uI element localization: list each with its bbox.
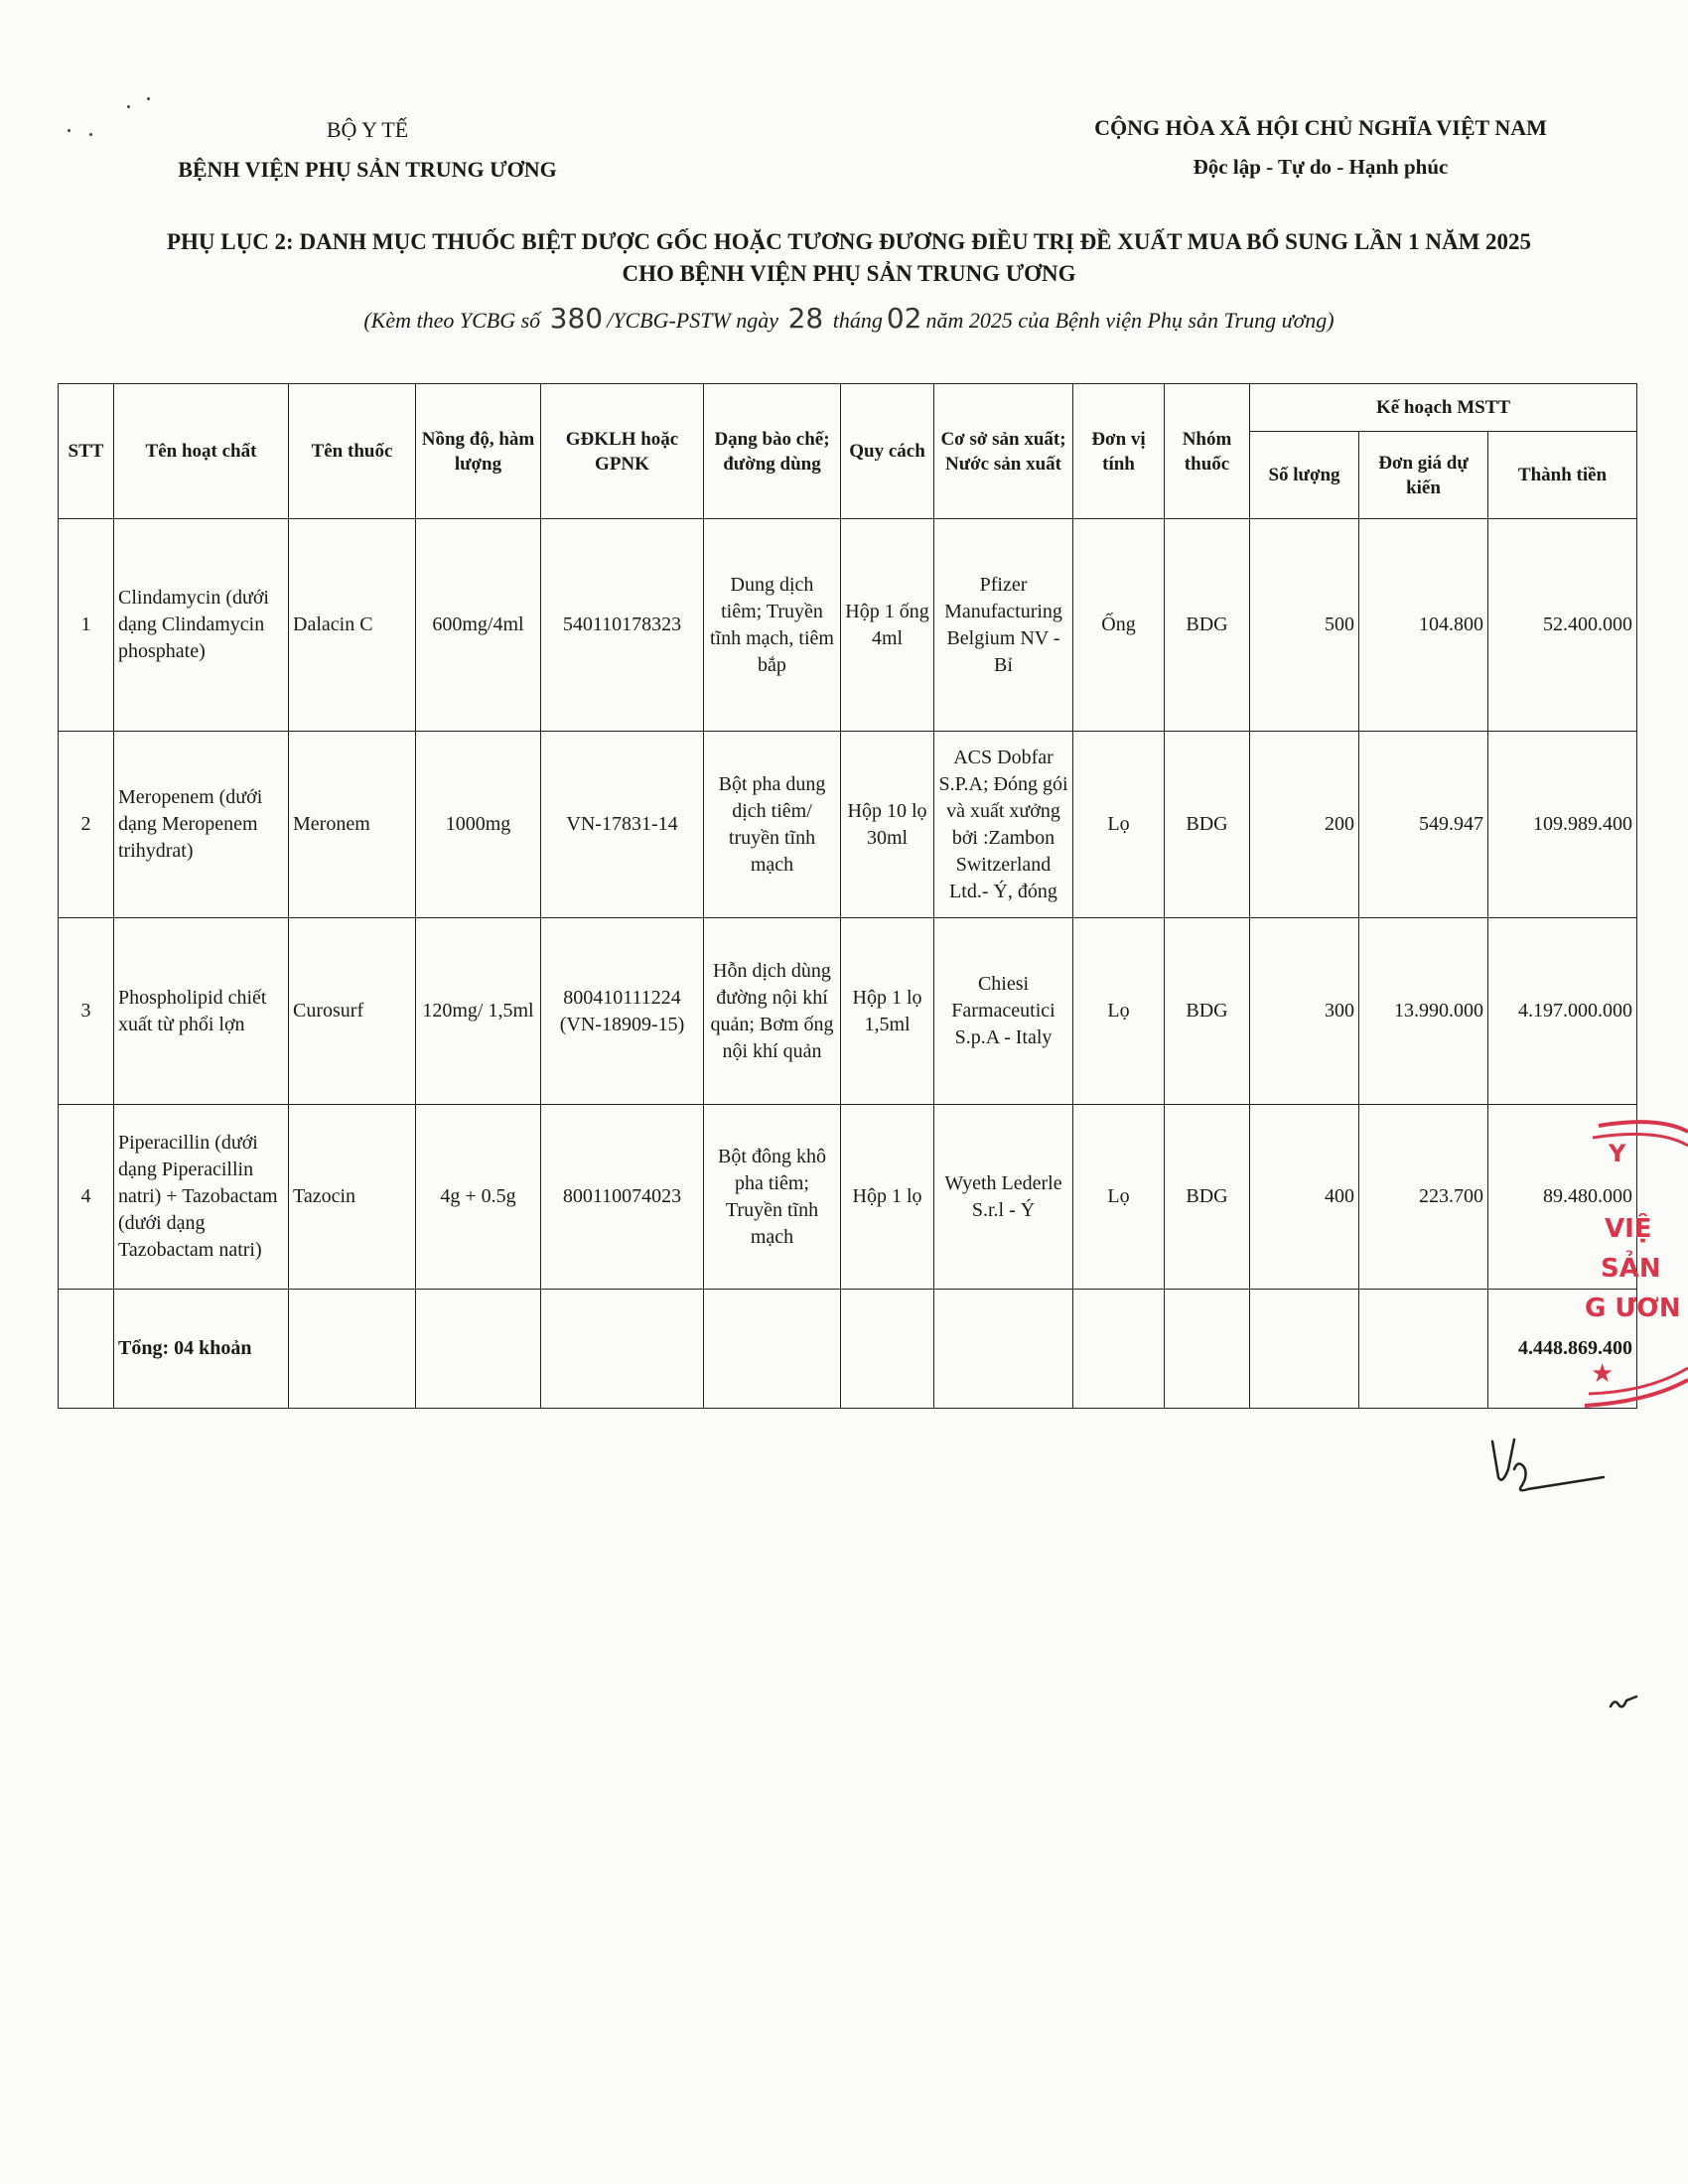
cell-qty: 400: [1250, 1105, 1359, 1290]
cell-maker: Chiesi Farmaceutici S.p.A - Italy: [934, 918, 1073, 1105]
col-packaging: Quy cách: [841, 384, 934, 519]
cell-qty: 200: [1250, 732, 1359, 918]
cell-amount: 89.480.000: [1488, 1105, 1637, 1290]
cell-price: 13.990.000: [1359, 918, 1488, 1105]
title-line-1: PHỤ LỤC 2: DANH MỤC THUỐC BIỆT DƯỢC GỐC HOẶC TƯƠNG ĐƯƠNG ĐIỀU TRỊ ĐỀ XUẤT MUA BỔ SUNG LẦN 1 NĂM 2025: [166, 229, 1532, 254]
issuer-block: [119, 117, 616, 183]
cell-drug: Tazocin: [289, 1105, 416, 1290]
cell-qty: 500: [1250, 519, 1359, 732]
ministry-name: BỘ Y TẾ: [326, 117, 409, 142]
col-active-ingredient: Tên hoạt chất: [114, 384, 289, 519]
seal-ring-top-inner: [1593, 1134, 1688, 1146]
cell-pack: Hộp 1 lọ: [841, 1105, 934, 1290]
cell-drug: Dalacin C: [289, 519, 416, 732]
scan-speck: [68, 129, 70, 132]
national-heading: [1003, 115, 1638, 180]
cell-form: Bột đông khô pha tiêm; Truyền tĩnh mạch: [704, 1105, 841, 1290]
cell-form: Hỗn dịch dùng đường nội khí quản; Bơm ống nội khí quản: [704, 918, 841, 1105]
document-subtitle: [60, 302, 1638, 335]
col-strength: Nồng độ, hàm lượng: [416, 384, 541, 519]
subtitle-part-2: /YCBG-PSTW ngày: [607, 308, 779, 333]
cell-pack: Hộp 1 ống 4ml: [841, 519, 934, 732]
cell-active: Piperacillin (dưới dạng Piperacillin natri) + Tazobactam (dưới dạng Tazobactam natri): [114, 1105, 289, 1290]
handwritten-month: 02: [886, 302, 922, 335]
cell-pack: Hộp 1 lọ 1,5ml: [841, 918, 934, 1105]
cell-pack: Hộp 10 lọ 30ml: [841, 732, 934, 918]
cell-stt: 2: [59, 732, 114, 918]
seal-star-icon: ★: [1591, 1359, 1615, 1389]
cell-active: Meropenem (dưới dạng Meropenem trihydrat): [114, 732, 289, 918]
title-line-2: CHO BỆNH VIỆN PHỤ SẢN TRUNG ƯƠNG: [622, 261, 1076, 286]
cell-form: Bột pha dung dịch tiêm/ truyền tĩnh mạch: [704, 732, 841, 918]
cell-empty: [289, 1290, 416, 1409]
col-group: Nhóm thuốc: [1165, 384, 1250, 519]
subtitle-part-4: năm 2025 của Bệnh viện Phụ sản Trung ương): [925, 308, 1335, 333]
table-row: [59, 732, 1637, 918]
cell-drug: Meronem: [289, 732, 416, 918]
seal-ring-top: [1599, 1122, 1688, 1132]
cell-strength: 600mg/4ml: [416, 519, 541, 732]
pen-mark: [1609, 1693, 1638, 1712]
red-seal-stamp: [1579, 1112, 1688, 1410]
total-amount: 4.448.869.400: [1488, 1290, 1637, 1409]
cell-empty: [541, 1290, 704, 1409]
cell-empty: [59, 1290, 114, 1409]
table-row: [59, 519, 1637, 732]
seal-text-4: G ƯƠN: [1585, 1294, 1681, 1323]
table-row: [59, 1105, 1637, 1290]
cell-empty: [1359, 1290, 1488, 1409]
cell-active: Phospholipid chiết xuất từ phổi lợn: [114, 918, 289, 1105]
document-title: [60, 226, 1638, 290]
cell-group: BDG: [1165, 1105, 1250, 1290]
subtitle-part-1: (Kèm theo YCBG số: [363, 308, 541, 333]
scan-speck: [127, 105, 130, 108]
cell-maker: Wyeth Lederle S.r.l - Ý: [934, 1105, 1073, 1290]
cell-empty: [841, 1290, 934, 1409]
col-amount: Thành tiền: [1488, 432, 1637, 519]
hospital-name: BỆNH VIỆN PHỤ SẢN TRUNG ƯƠNG: [178, 157, 557, 182]
total-label: Tổng: 04 khoản: [114, 1290, 289, 1409]
col-registration: GĐKLH hoặc GPNK: [541, 384, 704, 519]
handwritten-day: 28: [787, 302, 824, 335]
table-row: [59, 918, 1637, 1105]
total-row: [59, 1290, 1637, 1409]
cell-unit: Lọ: [1073, 918, 1165, 1105]
col-stt: STT: [59, 384, 114, 519]
cell-empty: [1073, 1290, 1165, 1409]
cell-drug: Curosurf: [289, 918, 416, 1105]
seal-text-1: Y: [1609, 1140, 1626, 1167]
cell-price: 223.700: [1359, 1105, 1488, 1290]
cell-empty: [1165, 1290, 1250, 1409]
seal-text-3: SẢN: [1601, 1254, 1661, 1284]
cell-maker: ACS Dobfar S.P.A; Đóng gói và xuất xưởng bởi :Zambon Switzerland Ltd.- Ý, đóng: [934, 732, 1073, 918]
col-quantity: Số lượng: [1250, 432, 1359, 519]
cell-strength: 4g + 0.5g: [416, 1105, 541, 1290]
header-row: [59, 384, 1637, 432]
cell-stt: 3: [59, 918, 114, 1105]
cell-form: Dung dịch tiêm; Truyền tĩnh mạch, tiêm bắp: [704, 519, 841, 732]
col-unit-price: Đơn giá dự kiến: [1359, 432, 1488, 519]
cell-group: BDG: [1165, 918, 1250, 1105]
cell-qty: 300: [1250, 918, 1359, 1105]
cell-empty: [416, 1290, 541, 1409]
cell-unit: Ống: [1073, 519, 1165, 732]
cell-group: BDG: [1165, 732, 1250, 918]
col-drug-name: Tên thuốc: [289, 384, 416, 519]
cell-price: 104.800: [1359, 519, 1488, 732]
cell-price: 549.947: [1359, 732, 1488, 918]
cell-strength: 120mg/ 1,5ml: [416, 918, 541, 1105]
cell-reg: 540110178323: [541, 519, 704, 732]
republic-name: CỘNG HÒA XÃ HỘI CHỦ NGHĨA VIỆT NAM: [1094, 115, 1547, 140]
subtitle-part-3: tháng: [832, 308, 883, 333]
cell-reg: VN-17831-14: [541, 732, 704, 918]
cell-amount: 4.197.000.000: [1488, 918, 1637, 1105]
cell-active: Clindamycin (dưới dạng Clindamycin phosphate): [114, 519, 289, 732]
handwritten-number: 380: [549, 302, 604, 335]
scan-speck: [89, 133, 92, 136]
cell-empty: [704, 1290, 841, 1409]
col-plan: Kế hoạch MSTT: [1250, 384, 1637, 432]
cell-stt: 4: [59, 1105, 114, 1290]
cell-amount: 109.989.400: [1488, 732, 1637, 918]
scan-speck: [147, 97, 150, 100]
cell-group: BDG: [1165, 519, 1250, 732]
cell-reg: 800410111224 (VN-18909-15): [541, 918, 704, 1105]
cell-empty: [934, 1290, 1073, 1409]
cell-amount: 52.400.000: [1488, 519, 1637, 732]
handwritten-signature: [1484, 1430, 1614, 1499]
col-manufacturer: Cơ sở sản xuất; Nước sản xuất: [934, 384, 1073, 519]
drug-list-table: [58, 383, 1637, 1409]
cell-stt: 1: [59, 519, 114, 732]
seal-text-2: VIỆ: [1605, 1214, 1652, 1244]
cell-unit: Lọ: [1073, 732, 1165, 918]
cell-empty: [1250, 1290, 1359, 1409]
col-unit: Đơn vị tính: [1073, 384, 1165, 519]
cell-maker: Pfizer Manufacturing Belgium NV - Bỉ: [934, 519, 1073, 732]
cell-unit: Lọ: [1073, 1105, 1165, 1290]
cell-strength: 1000mg: [416, 732, 541, 918]
national-motto: Độc lập - Tự do - Hạnh phúc: [1193, 155, 1449, 179]
col-dosage-form: Dạng bào chế; đường dùng: [704, 384, 841, 519]
cell-reg: 800110074023: [541, 1105, 704, 1290]
